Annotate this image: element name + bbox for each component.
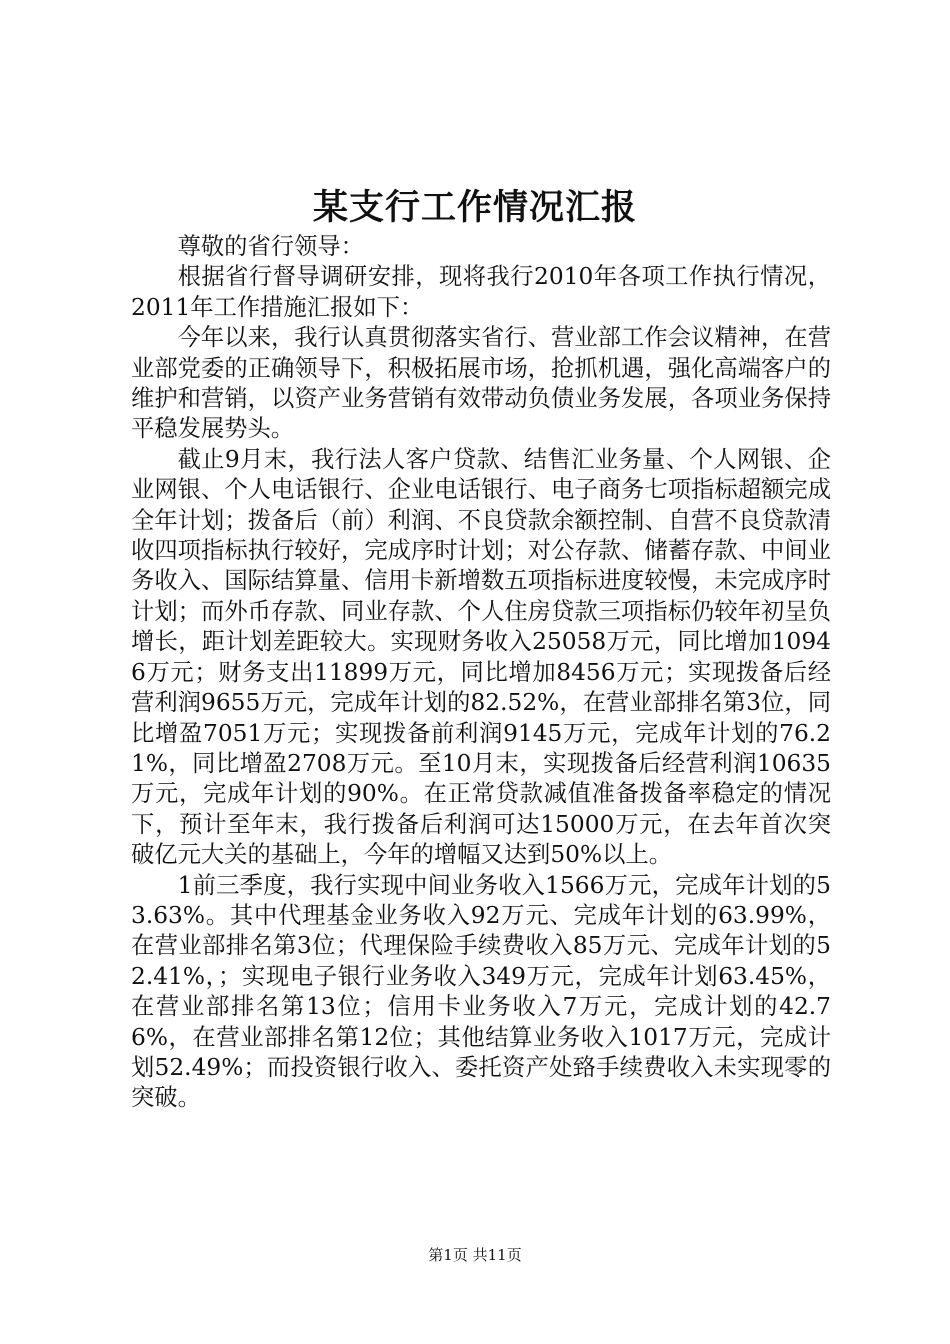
document-title: 某支行工作情况汇报 (312, 187, 637, 228)
salutation: 尊敬的省行领导： (177, 233, 364, 260)
page-indicator: 第1页 共11页 (428, 1246, 522, 1264)
document-body (131, 232, 831, 1114)
paragraph-intermediate-income: 1前三季度，我行实现中间业务收入1566万元，完成年计划的53.63%。其中代理基金业务收入92万元、完成年计划的63.99%，在营业部排名第3位；代理保险手续费收入85万元、完成年计划的52.41%，；实现电子银行业务收入349万元，完成年计划63.45%，在营业部排名第13位；信用卡业务收入7万元，完成计划的42.76%，在营业部排名第12位；其他结算业务收入1017万元，完成计划52.49%；而投资银行收入、委托资产处臵手续费收入未实现零的突破。 (131, 871, 831, 1112)
paragraph-indicators: 截止9月末，我行法人客户贷款、结售汇业务量、个人网银、企业网银、个人电话银行、企业电话银行、电子商务七项指标超额完成全年计划；拨备后（前）利润、不良贷款余额控制、自营不良贷款清收四项指标执行较好，完成序时计划；对公存款、储蓄存款、中间业务收入、国际结算量、信用卡新增数五项指标进度较慢，未完成序时计划；而外币存款、同业存款、个人住房贷款三项指标仍较年初呈负增长，距计划差距较大。实现财务收入25058万元，同比增加10946万元；财务支出11899万元，同比增加8456万元；实现拨备后经营利润9655万元，完成年计划的82.52%，在营业部排名第3位，同比增盈7051万元；实现拨备前利润9145万元，完成年计划的76.21%，同比增盈2708万元。至10月末，实现拨备后经营利润10635万元，完成年计划的90%。在正常贷款减值准备拨备率稳定的情况下，预计至年末，我行拨备后利润可达15000万元，在去年首次突破亿元大关的基础上，今年的增幅又达到50%以上。 (131, 445, 831, 869)
paragraph-overview: 今年以来，我行认真贯彻落实省行、营业部工作会议精神，在营业部党委的正确领导下，积极拓展市场，抢抓机遇，强化高端客户的维护和营销，以资产业务营销有效带动负债业务发展，各项业务保持平稳发展势头。 (131, 324, 831, 443)
paragraph-intro: 根据省行督导调研安排，现将我行2010年各项工作执行情况，2011年工作措施汇报如下： (131, 263, 831, 321)
